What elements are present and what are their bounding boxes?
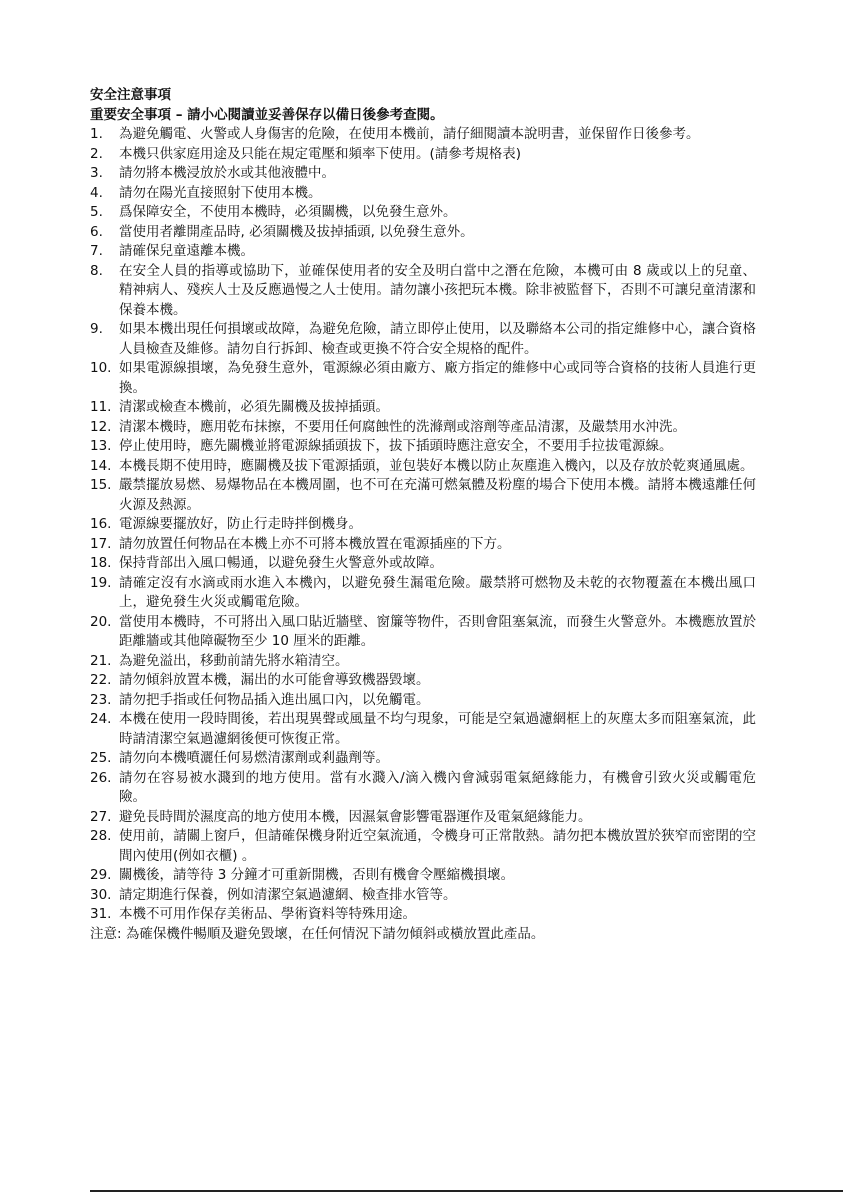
item-text: 使用前，請關上窗戶，但請確保機身附近空氣流通，令機身可正常散熱。請勿把本機放置於狹窄而密閉的空間內使用(例如衣櫃) 。 bbox=[119, 828, 756, 864]
item-number: 22. bbox=[90, 672, 112, 688]
item-text: 嚴禁擺放易燃、易爆物品在本機周圍，也不可在充滿可燃氣體及粉塵的場合下使用本機。請將本機遠離任何火源及熱源。 bbox=[119, 477, 756, 513]
list-item bbox=[90, 242, 756, 262]
document-page bbox=[90, 86, 756, 944]
item-text: 請確保兒童遠離本機。 bbox=[119, 243, 254, 259]
item-number: 3. bbox=[90, 165, 103, 181]
item-text: 為避免溢出，移動前請先將水箱清空。 bbox=[119, 652, 349, 669]
item-text: 請勿傾斜放置本機，漏出的水可能會導致機器毀壞。 bbox=[119, 672, 430, 688]
item-number: 25. bbox=[90, 750, 112, 766]
item-number: 7. bbox=[90, 243, 103, 259]
list-item bbox=[90, 535, 756, 555]
list-item bbox=[90, 203, 756, 223]
item-text: 電源線要擺放好，防止行走時拌倒機身。 bbox=[119, 516, 362, 532]
list-item bbox=[90, 476, 756, 515]
list-item bbox=[90, 223, 756, 243]
item-number: 13. bbox=[90, 438, 112, 454]
item-number: 18. bbox=[90, 555, 112, 571]
list-item bbox=[90, 574, 756, 613]
list-item bbox=[90, 437, 756, 457]
item-number: 20. bbox=[90, 613, 112, 630]
item-text: 本機在使用一段時間後，若出現異聲或風量不均勻現象，可能是空氣過濾網框上的灰塵太多而阻塞氣流，此時請清潔空氣過濾網後便可恢復正常。 bbox=[119, 711, 756, 747]
item-text: 請勿在容易被水濺到的地方使用。當有水濺入/滴入機內會減弱電氣絕緣能力，有機會引致火災或觸電危險。 bbox=[119, 769, 756, 805]
item-text: 避免長時間於濕度高的地方使用本機，因濕氣會影響電器運作及電氣絕緣能力。 bbox=[119, 808, 592, 825]
item-text: 保持背部出入風口暢通，以避免發生火警意外或故障。 bbox=[119, 555, 443, 571]
list-item bbox=[90, 515, 756, 535]
list-item bbox=[90, 320, 756, 359]
item-text: 本機長期不使用時，應關機及拔下電源插頭，並包裝好本機以防止灰塵進入機內，以及存放於乾爽通風處。 bbox=[119, 457, 754, 474]
page-subtitle: 重要安全事項 – 請小心閱讀並妥善保存以備日後參考查閱。 bbox=[90, 106, 444, 123]
list-item bbox=[90, 866, 756, 886]
list-item bbox=[90, 769, 756, 808]
item-number: 9. bbox=[90, 321, 103, 337]
item-number: 6. bbox=[90, 223, 103, 240]
item-text: 關機後，請等待 3 分鐘才可重新開機，否則有機會令壓縮機損壞。 bbox=[119, 867, 515, 883]
item-text: 請確定沒有水滴或雨水進入本機內，以避免發生漏電危險。嚴禁將可燃物及未乾的衣物覆蓋在本機出風口上，避免發生火災或觸電危險。 bbox=[119, 574, 756, 610]
list-item bbox=[90, 613, 756, 652]
item-text: 請勿在陽光直接照射下使用本機。 bbox=[119, 184, 322, 201]
list-item bbox=[90, 691, 756, 711]
item-number: 15. bbox=[90, 477, 112, 493]
item-number: 19. bbox=[90, 574, 112, 591]
list-item bbox=[90, 554, 756, 574]
item-number: 4. bbox=[90, 184, 103, 201]
item-text: 請勿把手指或任何物品插入進出風口內，以免觸電。 bbox=[119, 691, 430, 708]
item-number: 2. bbox=[90, 145, 103, 162]
item-text: 爲保障安全，不使用本機時，必須關機，以免發生意外。 bbox=[119, 204, 457, 220]
safety-items-list bbox=[90, 125, 756, 925]
item-number: 29. bbox=[90, 867, 112, 883]
item-number: 8. bbox=[90, 262, 103, 279]
item-number: 26. bbox=[90, 769, 112, 786]
item-number: 24. bbox=[90, 711, 112, 727]
item-number: 27. bbox=[90, 808, 112, 825]
list-item bbox=[90, 398, 756, 418]
item-text: 如果電源線損壞，為免發生意外，電源線必須由廠方、廠方指定的維修中心或同等合資格的技術人員進行更換。 bbox=[119, 360, 756, 396]
item-text: 本機只供家庭用途及只能在規定電壓和頻率下使用。(請參考規格表) bbox=[119, 145, 522, 162]
item-text: 如果本機出現任何損壞或故障，為避免危險，請立即停止使用，以及聯絡本公司的指定維修中心，讓合資格人員檢查及維修。請勿自行拆卸、檢查或更換不符合安全規格的配件。 bbox=[119, 321, 756, 357]
list-item bbox=[90, 886, 756, 906]
list-item bbox=[90, 184, 756, 204]
list-item bbox=[90, 125, 756, 145]
item-text: 為避免觸電、火警或人身傷害的危險，在使用本機前，請仔細閱讀本說明書，並保留作日後參考。 bbox=[119, 126, 700, 142]
list-item bbox=[90, 905, 756, 925]
list-item bbox=[90, 262, 756, 321]
item-text: 清潔或檢查本機前，必須先關機及拔掉插頭。 bbox=[119, 399, 389, 415]
item-number: 10. bbox=[90, 360, 112, 376]
item-number: 23. bbox=[90, 691, 112, 708]
item-text: 當使用本機時，不可將出入風口貼近牆壁、窗簾等物件，否則會阻塞氣流，而發生火警意外。本機應放置於距離牆或其他障礙物至少 10 厘米的距離。 bbox=[119, 613, 756, 649]
item-text: 請勿放置任何物品在本機上亦不可將本機放置在電源插座的下方。 bbox=[119, 535, 511, 552]
list-item bbox=[90, 710, 756, 749]
page-title: 安全注意事項 bbox=[90, 87, 171, 103]
item-text: 當使用者離開產品時, 必須關機及拔掉插頭, 以免發生意外。 bbox=[119, 223, 474, 240]
list-item bbox=[90, 359, 756, 398]
item-number: 12. bbox=[90, 418, 112, 435]
item-number: 16. bbox=[90, 516, 112, 532]
list-item bbox=[90, 164, 756, 184]
item-number: 5. bbox=[90, 204, 103, 220]
item-text: 清潔本機時，應用乾布抹擦，不要用任何腐蝕性的洗滌劑或溶劑等產品清潔，及嚴禁用水沖洗。 bbox=[119, 418, 686, 435]
item-number: 17. bbox=[90, 535, 112, 552]
list-item bbox=[90, 671, 756, 691]
item-number: 28. bbox=[90, 828, 112, 844]
item-text: 請勿將本機浸放於水或其他液體中。 bbox=[119, 165, 335, 181]
item-number: 14. bbox=[90, 457, 112, 474]
item-text: 請定期進行保養，例如清潔空氣過濾網、檢查排水管等。 bbox=[119, 886, 457, 903]
item-text: 請勿向本機噴灑任何易燃清潔劑或剎蟲劑等。 bbox=[119, 750, 389, 766]
list-item bbox=[90, 418, 756, 438]
list-item bbox=[90, 827, 756, 866]
list-item bbox=[90, 457, 756, 477]
list-item bbox=[90, 652, 756, 672]
item-number: 1. bbox=[90, 126, 103, 142]
item-text: 停止使用時，應先關機並將電源線插頭拔下，拔下插頭時應注意安全，不要用手拉拔電源線。 bbox=[119, 438, 673, 454]
list-item bbox=[90, 808, 756, 828]
item-text: 本機不可用作保存美術品、學術資料等特殊用途。 bbox=[119, 906, 416, 922]
item-number: 30. bbox=[90, 886, 112, 903]
list-item bbox=[90, 749, 756, 769]
item-number: 11. bbox=[90, 399, 112, 415]
item-number: 21. bbox=[90, 652, 112, 669]
note-text: 注意: 為確保機件暢順及避免毀壞，在任何情況下請勿傾斜或橫放置此產品。 bbox=[90, 925, 545, 942]
item-text: 在安全人員的指導或協助下，並確保使用者的安全及明白當中之潛在危險，本機可由 8 歲或以上的兒童、精神病人、殘疾人士及反應過慢之人士使用。請勿讓小孩把玩本機。除非被監督下，否則不可讓兒童清潔和保養本機。 bbox=[119, 262, 756, 318]
item-number: 31. bbox=[90, 906, 112, 922]
list-item bbox=[90, 145, 756, 165]
